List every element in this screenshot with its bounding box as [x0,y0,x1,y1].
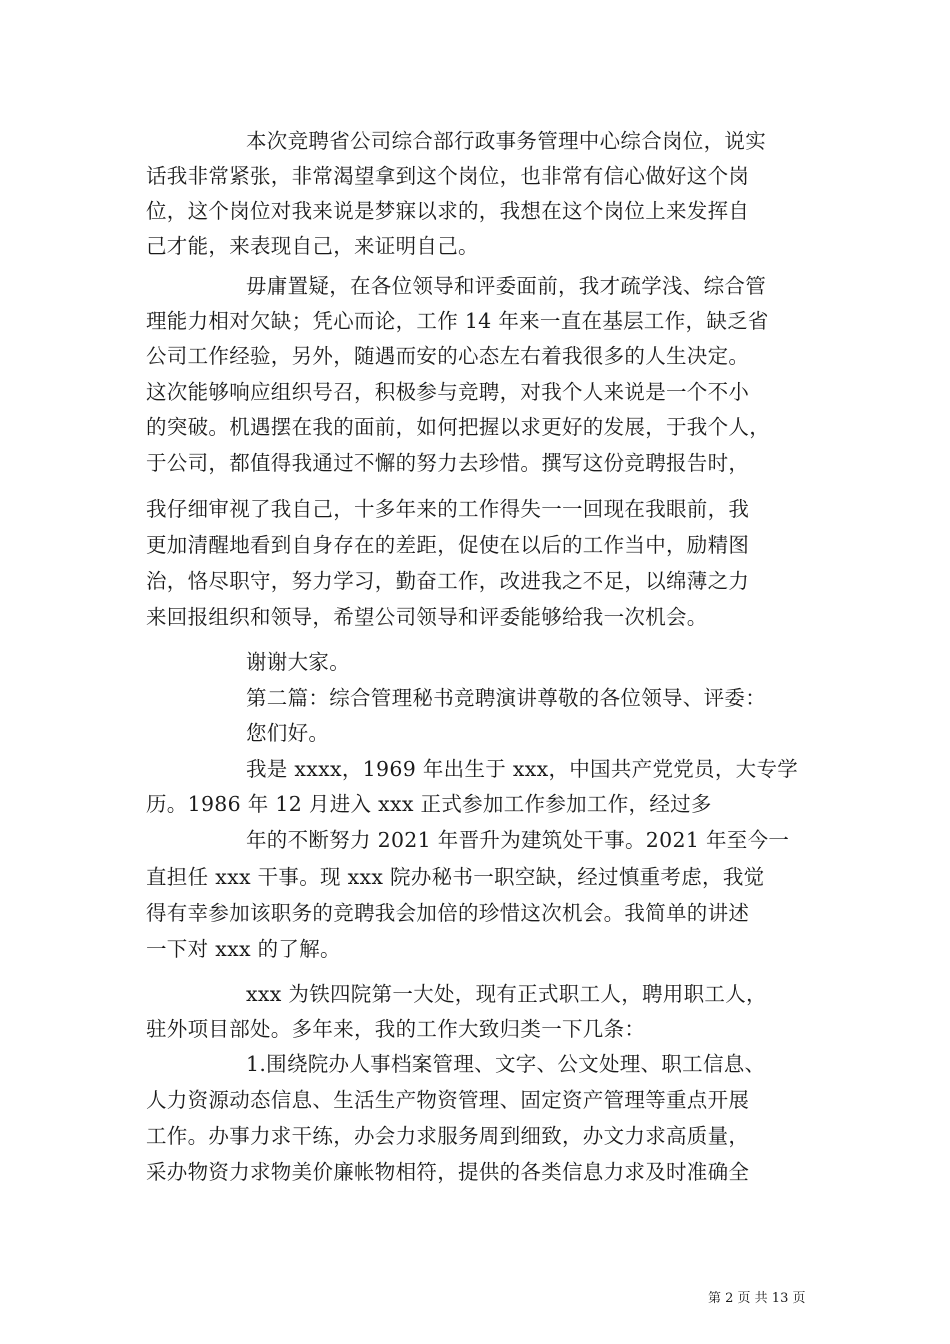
text-line: 我是 xxxx，1969 年出生于 xxx，中国共产党党员，大专学 [246,757,799,781]
text-line: 来回报组织和领导，希望公司领导和评委能够给我一次机会。 [146,605,708,629]
text-line: 位，这个岗位对我来说是梦寐以求的，我想在这个岗位上来发挥自 [146,199,750,223]
text-line: 采办物资力求物美价廉帐物相符，提供的各类信息力求及时准确全 [146,1160,750,1184]
text-line: 理能力相对欠缺；凭心而论，工作 14 年来一直在基层工作，缺乏省 [146,309,769,333]
page-number: 第 2 页 共 13 页 [708,1291,806,1306]
text-line: 的突破。机遇摆在我的面前，如何把握以求更好的发展，于我个人， [146,415,770,439]
text-line: 更加清醒地看到自身存在的差距，促使在以后的工作当中，励精图 [146,533,750,557]
text-line: 直担任 xxx 干事。现 xxx 院办秘书一职空缺，经过慎重考虑，我觉 [146,865,765,889]
text-line: 1.围绕院办人事档案管理、文字、公文处理、职工信息、 [246,1052,766,1076]
text-line: 谢谢大家。 [246,650,350,674]
text-line: 这次能够响应组织号召，积极参与竞聘，对我个人来说是一个不小 [146,380,750,404]
text-line: 历。1986 年 12 月进入 xxx 正式参加工作参加工作，经过多 [146,792,712,816]
text-line: xxx 为铁四院第一大处，现有正式职工人，聘用职工人， [246,982,767,1006]
text-line: 我仔细审视了我自己，十多年来的工作得失一一回现在我眼前，我 [146,497,750,521]
text-line: 话我非常紧张，非常渴望拿到这个岗位，也非常有信心做好这个岗 [146,164,750,188]
text-line: 驻外项目部处。多年来，我的工作大致归类一下几条： [146,1017,646,1041]
text-line: 本次竞聘省公司综合部行政事务管理中心综合岗位，说实 [246,129,766,153]
section-heading: 第二篇：综合管理秘书竞聘演讲尊敬的各位领导、评委： [246,686,766,710]
text-line: 毋庸置疑，在各位领导和评委面前，我才疏学浅、综合管 [246,274,766,298]
text-line: 您们好。 [246,721,330,745]
text-line: 己才能，来表现自己，来证明自己。 [146,234,479,258]
text-line: 工作。办事力求干练，办会力求服务周到细致，办文力求高质量， [146,1124,750,1148]
text-line: 年的不断努力 2021 年晋升为建筑处干事。2021 年至今一 [246,828,790,852]
text-line: 于公司，都值得我通过不懈的努力去珍惜。撰写这份竞聘报告时， [146,451,750,475]
text-line: 公司工作经验，另外，随遇而安的心态左右着我很多的人生决定。 [146,344,750,368]
text-line: 治，恪尽职守，努力学习，勤奋工作，改进我之不足，以绵薄之力 [146,569,750,593]
text-line: 一下对 xxx 的了解。 [146,937,341,961]
text-line: 人力资源动态信息、生活生产物资管理、固定资产管理等重点开展 [146,1088,750,1112]
text-line: 得有幸参加该职务的竞聘我会加倍的珍惜这次机会。我简单的讲述 [146,901,750,925]
